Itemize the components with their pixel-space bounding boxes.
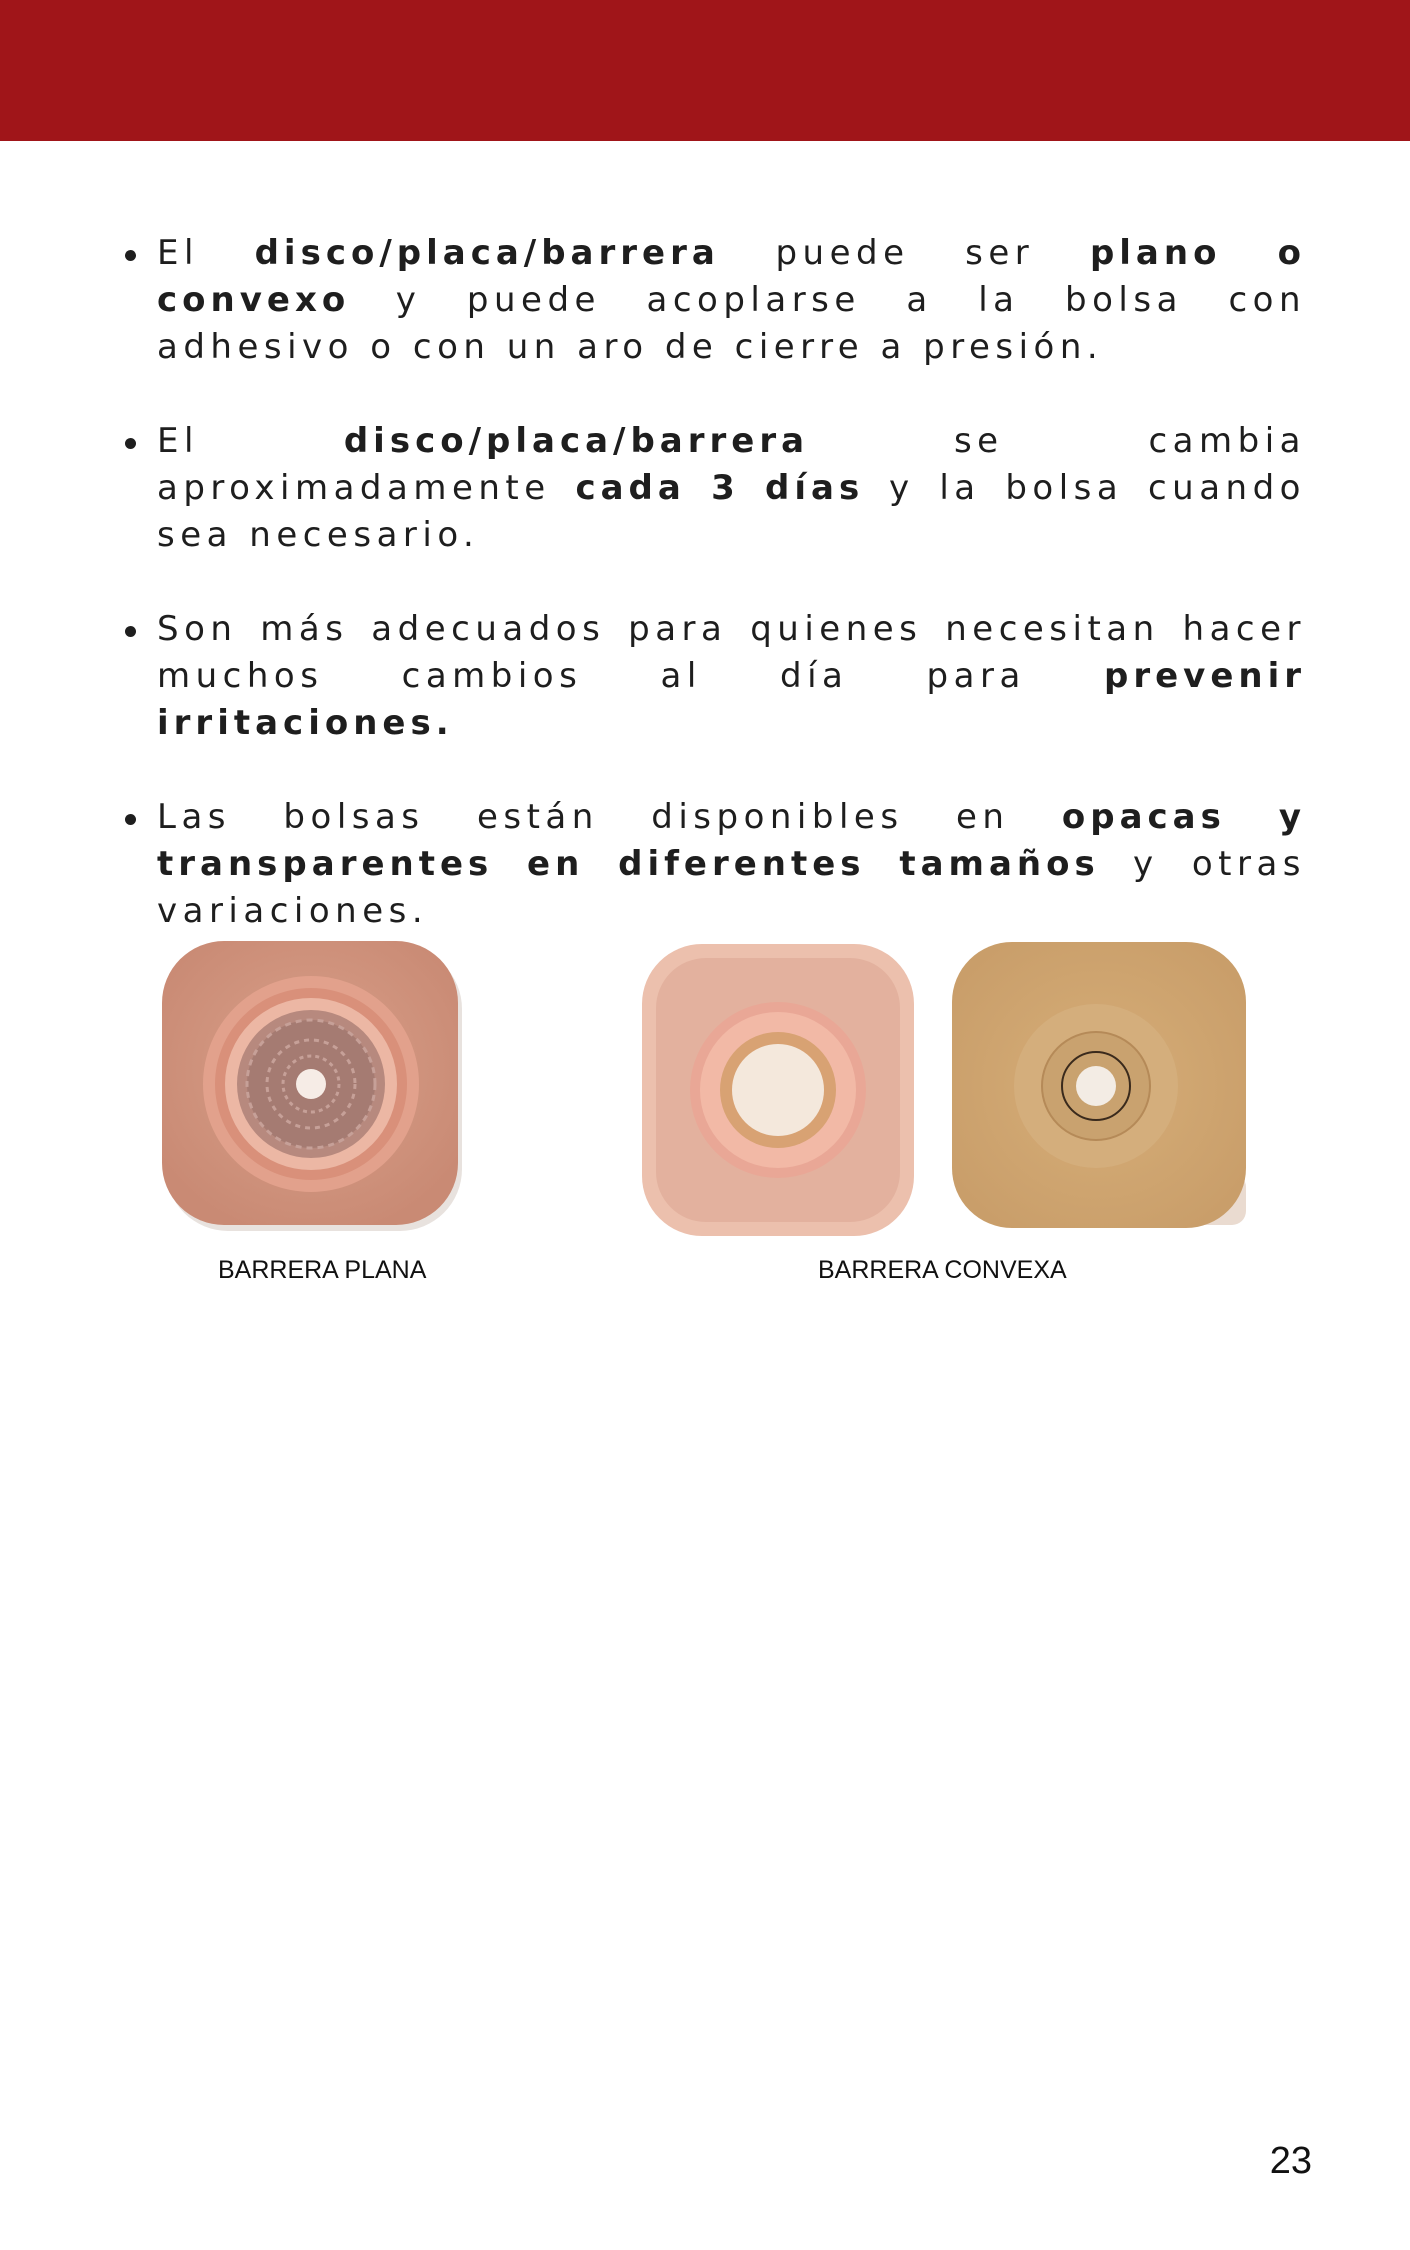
bold-text: opacas y transparentes en diferentes tamaños xyxy=(157,797,1306,884)
bold-text: cada 3 días xyxy=(575,468,865,508)
bold-text: prevenir irritaciones. xyxy=(157,656,1306,743)
bullet-dot-icon xyxy=(125,626,136,637)
text-run: El xyxy=(157,421,344,461)
flat-barrier-caption: BARRERA PLANA xyxy=(218,1256,427,1284)
text-run: y otras variaciones. xyxy=(157,844,1306,931)
bullet-list xyxy=(124,230,1306,982)
text-run: Las bolsas están disponibles en xyxy=(157,797,1062,837)
bullet-text xyxy=(157,609,1306,743)
text-run: se cambia aproximadamente xyxy=(157,421,1306,508)
text-run: puede ser xyxy=(719,233,1090,273)
convex-barrier-caption: BARRERA CONVEXA xyxy=(818,1256,1067,1284)
bold-text: disco/placa/barrera xyxy=(343,421,810,461)
bullet-dot-icon xyxy=(125,438,136,449)
bullet-item xyxy=(124,230,1306,371)
bullet-item xyxy=(124,606,1306,747)
flat-barrier-image xyxy=(158,935,468,1235)
bullet-item xyxy=(124,794,1306,935)
header-band xyxy=(0,0,1410,141)
text-run: y puede acoplarse a la bolsa con adhesivo o con un aro de cierre a presión. xyxy=(157,280,1306,367)
bullet-text xyxy=(157,421,1306,555)
bold-text: plano o convexo xyxy=(157,233,1306,320)
bullet-dot-icon xyxy=(125,814,136,825)
text-run: El xyxy=(157,233,255,273)
bullet-text xyxy=(157,233,1306,367)
text-run: Son más adecuados para quienes necesitan hacer muchos cambios al día para xyxy=(157,609,1306,696)
bold-text: disco/placa/barrera xyxy=(254,233,720,273)
convex-barrier-image-back xyxy=(948,938,1258,1238)
text-run: y la bolsa cuando sea necesario. xyxy=(157,468,1306,555)
bullet-dot-icon xyxy=(125,250,136,261)
convex-barrier-image-front xyxy=(638,940,918,1240)
bullet-item xyxy=(124,418,1306,559)
bullet-text xyxy=(157,797,1306,931)
page-number: 23 xyxy=(1269,2140,1312,2182)
